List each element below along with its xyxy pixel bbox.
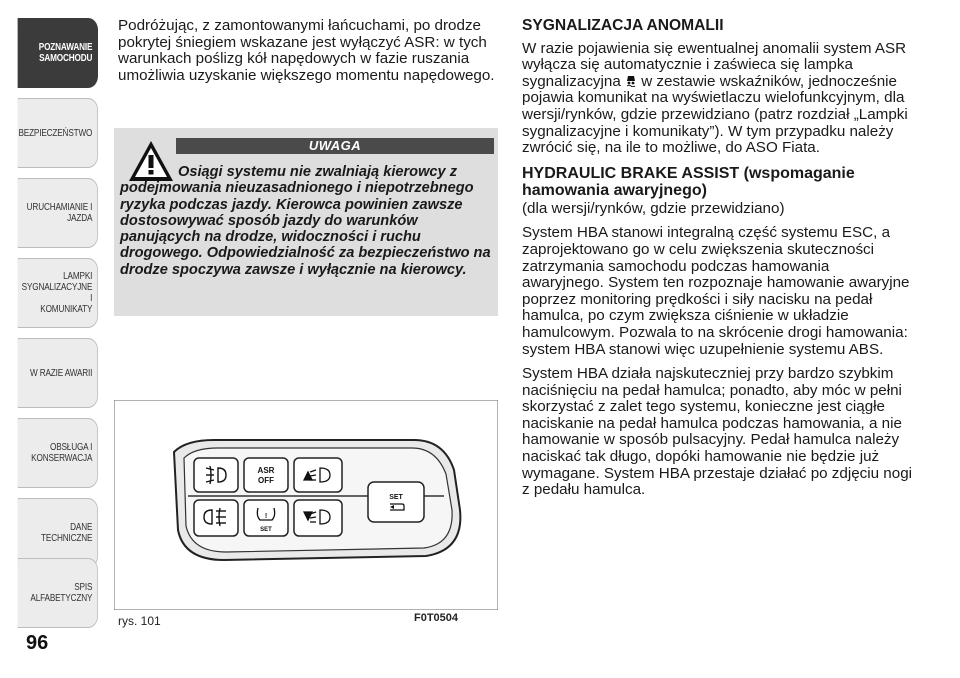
set-label: SET (389, 494, 403, 501)
anomalies-text-end: w zestawie wskaźników, jednocześnie pojawia komunikat na wyświetlaczu wielofunkcyjnym, dla wersji/rynków, gdzie przewidziano (patrz rozdział „Lampki sygnalizacyjne i komunikaty”). W tym przypadku należy zwrócić się, na ile to możliwe, do ASO Fiata. (522, 72, 908, 157)
section-heading-hba: HYDRAULIC BRAKE ASSIST (wspomaganie hamowania awaryjnego) (522, 164, 855, 199)
tab-dane-techniczne[interactable]: DANE TECHNICZNE (18, 498, 98, 568)
headlight-up-button (294, 458, 342, 492)
hba-availability-note: (dla wersji/rynków, gdzie przewidziano) (522, 199, 785, 217)
tab-obsluga-i-konserwacja[interactable]: OBSŁUGA I KONSERWACJA (18, 418, 98, 488)
set-button (368, 482, 424, 522)
asr-label-bottom: OFF (258, 476, 274, 485)
warning-title: UWAGA (176, 138, 494, 154)
asr-off-button (244, 458, 288, 492)
figure-switch-panel (114, 400, 498, 610)
figure-code: F0T0504 (414, 612, 459, 624)
rear-fog-button (194, 500, 238, 536)
warning-text: Osiągi systemu nie zwalniają kierowcy z podejmowania nieuzasadnionego i niepotrzebnego ryzyka podczas jazdy. Kierowca powinien zawsze dostosowywać sposób jazdy do warunków panujących na drodze, widoczności i ruchu drogowego. Odpowiedzialność za bezpieczeństwo na drodze spoczywa zawsze i wyłącznie na kierowcy. (120, 164, 491, 278)
hba-paragraph-2: System HBA działa najskuteczniej przy bardzo szybkim naciśnięciu na pedał hamulca; ponadto, aby móc w pełni skorzystać z zalet tego systemu, konieczne jest ciągłe naciskanie na pedał hamulca podczas hamowania, a nie hamowanie w sposób pulsacyjny. Pedał hamulca należy naciskać tak długo, dopóki hamowanie nie będzie już wymagane. System HBA przestaje działać po zdjęciu nogi z pedału hamulca. (522, 365, 913, 499)
left-column (118, 18, 498, 92)
chapter-sidebar (0, 0, 100, 678)
right-column (522, 18, 914, 507)
front-fog-button (194, 458, 238, 492)
intro-paragraph: Podróżując, z zamontowanymi łańcuchami, po drodze pokrytej śniegiem wskazane jest wyłączyć ASR: w tych warunkach poślizg kół napędowych w fazie ruszania umożliwia uzyskanie większego momentu napędowego. (118, 17, 495, 84)
tab-uruchamianie-i-jazda[interactable]: URUCHAMIANIE I JAZDA (18, 178, 98, 248)
hba-paragraph-1: System HBA stanowi integralną część systemu ESC, a zaprojektowano go w celu zwiększenia skuteczności zatrzymania samochodu podczas hamowania awaryjnego. System ten rozpoznaje hamowanie awaryjne poprzez monitoring prędkości i siły nacisku na pedał hamulca, po czym zwiększa ciśnienie w układzie hamulcowym. Pozwala to na skrócenie drogi hamowania: system HBA stanowi więc uzupełnienie systemu ABS. (522, 224, 910, 358)
tab-spis-alfabetyczny[interactable]: SPIS ALFABETYCZNY (18, 558, 98, 628)
anomalies-text-start: W razie pojawienia się ewentualnej anomalii system ASR wyłącza się automatycznie i zaświeca się lampka sygnalizacyjna (522, 39, 907, 90)
tpms-set-label: SET (260, 527, 272, 533)
esc-warning-lamp-icon (625, 75, 637, 87)
anomalies-paragraph (522, 41, 914, 157)
warning-box (114, 128, 498, 316)
figure-caption: rys. 101 (118, 614, 161, 628)
tab-lampki-sygnalizacyjne[interactable]: LAMPKI SYGNALIZACYJNE I KOMUNIKATY (18, 258, 98, 328)
svg-text:!: ! (264, 513, 268, 520)
switch-panel-illustration (114, 400, 498, 610)
headlight-down-button (294, 500, 342, 536)
asr-label-top: ASR (257, 466, 275, 475)
tab-bezpieczenstwo[interactable]: BEZPIECZEŃSTWO (18, 98, 98, 168)
section-heading-anomalies: SYGNALIZACJA ANOMALII (522, 17, 724, 34)
tab-poznawanie-samochodu[interactable]: POZNAWANIE SAMOCHODU (18, 18, 98, 88)
tab-w-razie-awarii[interactable]: W RAZIE AWARII (18, 338, 98, 408)
page-number: 96 (26, 632, 49, 654)
